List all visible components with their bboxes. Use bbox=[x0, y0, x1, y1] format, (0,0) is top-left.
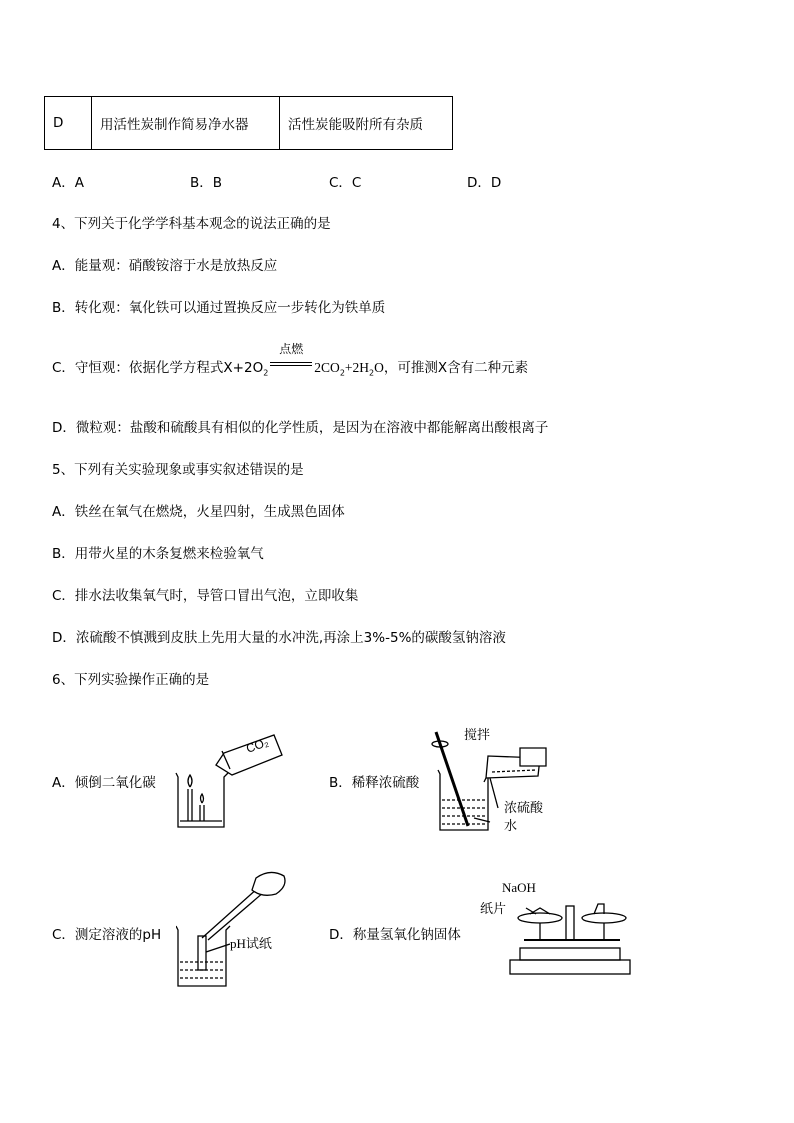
figure-measure-ph bbox=[176, 866, 302, 992]
q6-option-a[interactable]: A．倾倒二氧化碳 bbox=[52, 775, 156, 791]
paper-label: 纸片 bbox=[480, 902, 507, 917]
flame-icon bbox=[188, 775, 192, 787]
right-pan bbox=[582, 913, 626, 923]
q4-c-prod2-end: O bbox=[374, 360, 384, 375]
glass-rod bbox=[436, 732, 468, 826]
table-row bbox=[45, 97, 453, 150]
acid-pointer bbox=[490, 778, 498, 808]
table-cell-option: D bbox=[45, 97, 92, 150]
balance-base bbox=[510, 960, 630, 974]
q4-stem: 4、下列关于化学学科基本观念的说法正确的是 bbox=[52, 216, 331, 232]
q5-option-d[interactable]: D．浓硫酸不慎溅到皮肤上先用大量的水冲洗,再涂上3%-5%的碳酸氢钠溶液 bbox=[52, 630, 506, 646]
q5-option-a[interactable]: A．铁丝在氧气在燃烧，火星四射，生成黑色固体 bbox=[52, 504, 345, 520]
figure-pour-co2 bbox=[166, 725, 286, 835]
ph-paper-label: pH试纸 bbox=[230, 936, 272, 951]
hand-icon bbox=[252, 872, 285, 895]
q4-c-o-sub: 2 bbox=[263, 368, 269, 378]
left-pan bbox=[518, 913, 562, 923]
water-label: 水 bbox=[504, 819, 518, 834]
q3-choice-b[interactable]: B．B bbox=[190, 175, 223, 191]
q4-c-condition: 点燃 bbox=[279, 342, 304, 356]
figure-weigh-naoh bbox=[480, 878, 640, 978]
tweezers bbox=[202, 888, 264, 940]
q6-option-b[interactable]: B．稀释浓硫酸 bbox=[329, 775, 420, 791]
q5-option-c[interactable]: C．排水法收集氧气时，导管口冒出气泡，立即收集 bbox=[52, 588, 359, 604]
acid-label: 浓硫酸 bbox=[504, 801, 544, 816]
q5-stem: 5、下列有关实验现象或事实叙述错误的是 bbox=[52, 462, 304, 478]
q4-option-a[interactable]: A．能量观：硝酸铵溶于水是放热反应 bbox=[52, 258, 278, 274]
balance-pointer bbox=[566, 906, 574, 940]
q4-c-prod1-sub: 2 bbox=[339, 368, 345, 378]
q4-c-prod1: 2CO bbox=[314, 360, 340, 375]
naoh-label: NaOH bbox=[502, 880, 536, 895]
figure-dilute-acid bbox=[428, 722, 568, 837]
reaction-condition bbox=[268, 342, 314, 372]
option-table bbox=[44, 96, 453, 150]
q4-option-b[interactable]: B．转化观：氧化铁可以通过置换反应一步转化为铁单质 bbox=[52, 300, 386, 316]
q6-option-d[interactable]: D．称量氢氧化钠固体 bbox=[329, 927, 461, 943]
q4-c-prefix: C．守恒观：依据化学方程式X+2O bbox=[52, 360, 264, 376]
stir-label: 搅拌 bbox=[464, 728, 491, 743]
q6-stem: 6、下列实验操作正确的是 bbox=[52, 672, 210, 688]
ph-paper bbox=[198, 936, 206, 970]
q3-choice-d[interactable]: D．D bbox=[467, 175, 502, 191]
beaker-outline bbox=[176, 773, 228, 827]
q3-choice-a[interactable]: A．A bbox=[52, 175, 84, 191]
q4-c-prod2-sub: 2 bbox=[369, 368, 375, 378]
q5-option-b[interactable]: B．用带火星的木条复燃来检验氧气 bbox=[52, 546, 264, 562]
beaker-outline bbox=[176, 926, 230, 986]
equals-sign bbox=[270, 362, 312, 366]
balance-body bbox=[520, 948, 620, 960]
table-cell-method: 用活性炭制作简易净水器 bbox=[92, 97, 280, 150]
q4-c-prod2: +2H bbox=[344, 360, 370, 375]
q4-c-suffix: ，可推测X含有二种元素 bbox=[383, 360, 529, 376]
table-cell-reason: 活性炭能吸附所有杂质 bbox=[280, 97, 453, 150]
co2-label: CO₂ bbox=[244, 734, 271, 756]
q6-option-c[interactable]: C．测定溶液的pH bbox=[52, 927, 162, 943]
q4-option-d[interactable]: D．微粒观：盐酸和硫酸具有相似的化学性质，是因为在溶液中都能解离出酸根离子 bbox=[52, 420, 549, 436]
q3-choice-c[interactable]: C．C bbox=[329, 175, 362, 191]
q4-option-c[interactable] bbox=[52, 342, 529, 378]
